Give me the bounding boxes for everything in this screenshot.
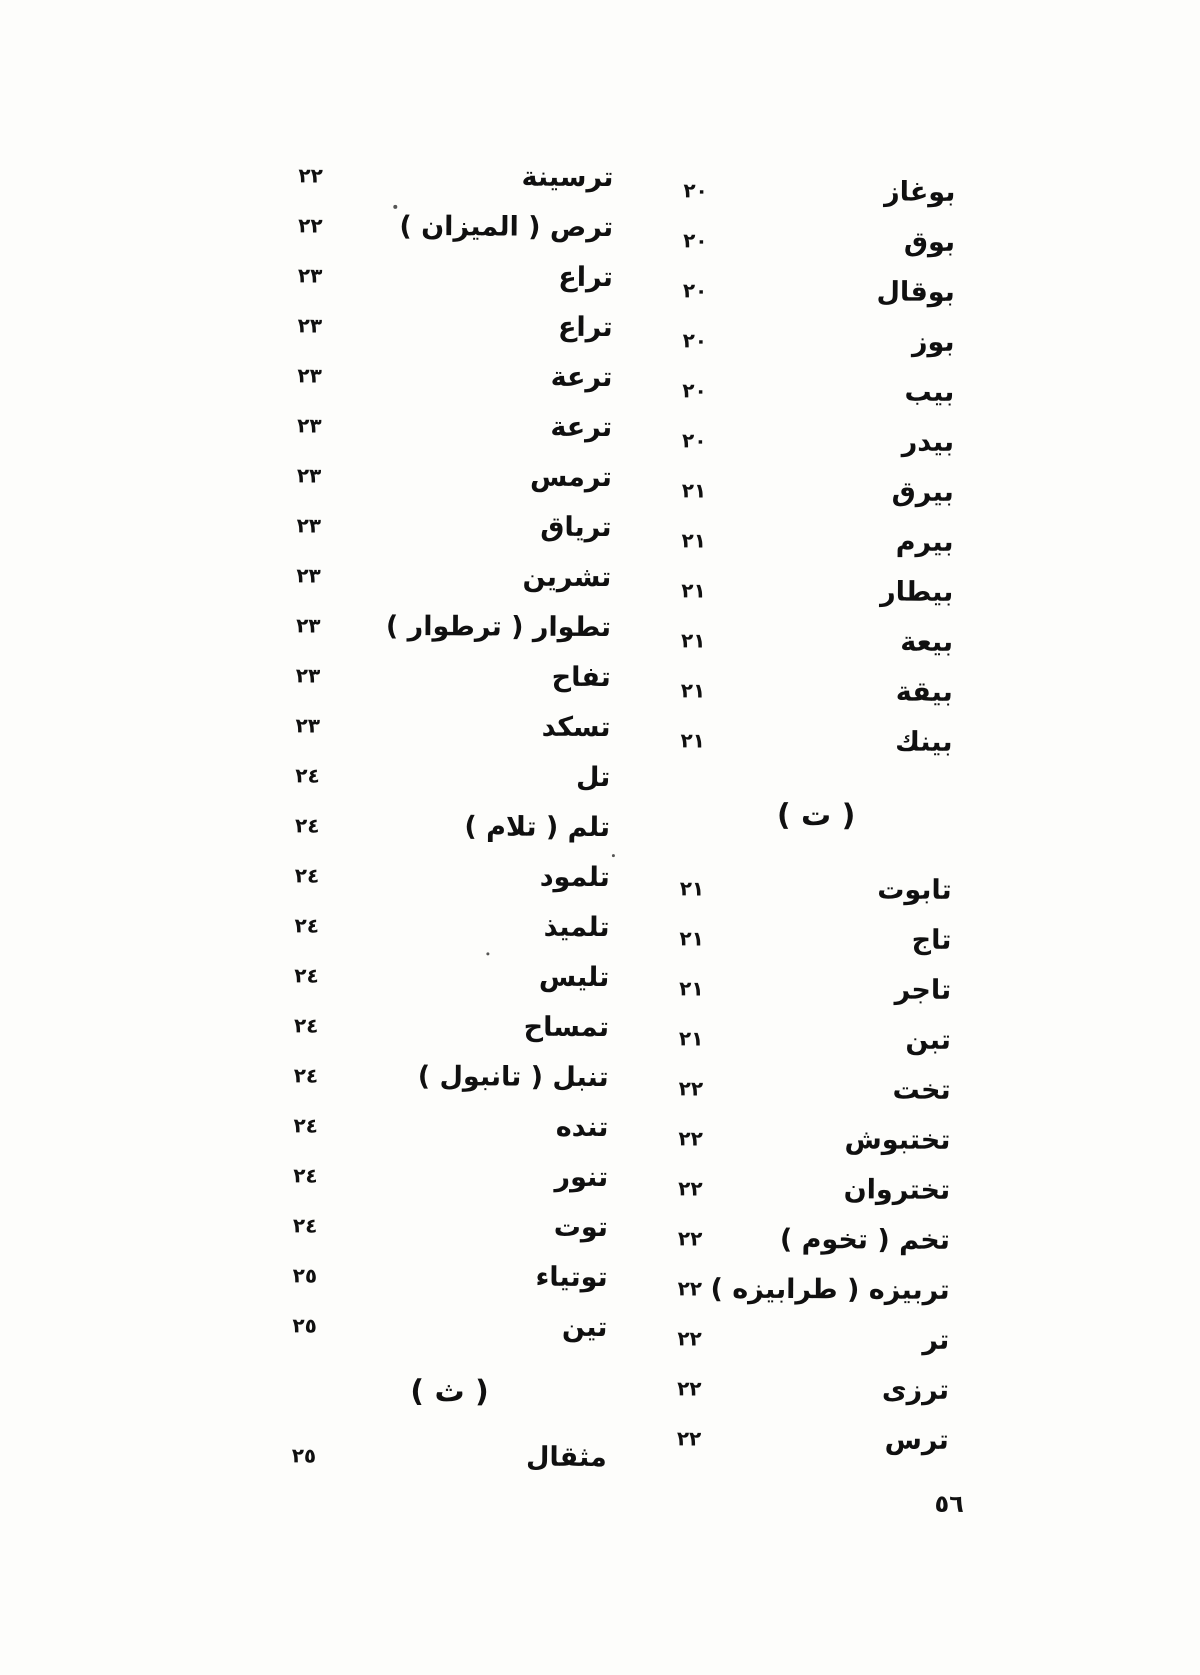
index-entry-row <box>680 863 952 914</box>
entry-page-number: ٢٢ <box>677 1276 703 1301</box>
entry-page-number: ٢٣ <box>296 563 321 588</box>
entry-word: تفاح <box>551 661 611 693</box>
entry-page-number: ٢٢ <box>678 1076 704 1101</box>
entry-page-number: ٢١ <box>681 528 707 553</box>
entry-page-number: ٢٣ <box>297 263 323 288</box>
index-entry-row <box>296 500 611 552</box>
entry-page-number: ٢٠ <box>683 228 708 253</box>
entry-word: تشرين <box>522 561 612 593</box>
entry-page-number: ٢٣ <box>297 313 323 338</box>
entry-word: توت <box>553 1211 609 1243</box>
scan-speck <box>486 952 489 955</box>
entry-page-number: ٢٢ <box>677 1326 702 1351</box>
entry-page-number: ٢٣ <box>297 413 322 438</box>
index-entry-row <box>298 200 613 252</box>
entry-word: بيدر <box>901 426 955 458</box>
entry-page-number: ٢١ <box>680 678 706 703</box>
index-entry-row <box>295 800 610 852</box>
index-entry-row <box>681 665 953 716</box>
entry-word: بيرق <box>891 476 954 508</box>
index-entry-row <box>298 150 613 202</box>
entry-page-number: ٢١ <box>681 478 707 503</box>
index-entry-row <box>679 963 951 1014</box>
entry-word: تراع <box>558 261 614 293</box>
entry-page-number: ٢١ <box>678 1026 704 1051</box>
index-entry-row <box>682 315 954 366</box>
entry-page-number: ٢٠ <box>682 328 708 353</box>
entry-page-number: ٢٢ <box>298 163 323 188</box>
page-number: ٥٦ <box>934 1489 964 1518</box>
entry-word: تخم ( تخوم ) <box>779 1223 950 1256</box>
entry-page-number: ٢١ <box>679 876 705 901</box>
entry-page-number: ٢٥ <box>291 1443 317 1468</box>
entry-word: بيعة <box>900 626 954 658</box>
entry-page-number: ٢١ <box>679 976 704 1001</box>
index-entry-row <box>294 1000 609 1052</box>
index-entry-row <box>683 265 955 316</box>
entry-page-number: ٢٤ <box>293 1163 318 1188</box>
index-entry-row <box>678 1113 950 1164</box>
entry-word: ترمس <box>529 461 612 493</box>
entry-page-number: ٢٤ <box>294 863 320 888</box>
entry-word: بوغاز <box>884 175 956 208</box>
entry-page-number: ٢٠ <box>682 378 707 403</box>
entry-word: تختروان <box>843 1173 951 1206</box>
entry-word: تليس <box>538 961 610 993</box>
entry-page-number: ٢٢ <box>677 1376 702 1401</box>
entry-word: بوز <box>911 326 955 358</box>
index-entry-row <box>679 1013 951 1064</box>
entry-word: ترزى <box>881 1373 950 1406</box>
scan-speck <box>393 205 397 209</box>
entry-word: بوقال <box>876 275 955 308</box>
entry-word: تلمود <box>539 861 610 893</box>
index-entry-row <box>681 615 953 666</box>
entry-page-number: ٢٥ <box>292 1313 317 1338</box>
entry-page-number: ٢٣ <box>296 463 322 488</box>
index-entry-row <box>296 600 611 652</box>
entry-word: تل <box>575 761 611 793</box>
entry-word: توتياء <box>535 1261 608 1293</box>
index-entry-row <box>295 750 610 802</box>
entry-word: تاجر <box>894 974 952 1006</box>
section-header: ( ت ) <box>776 797 856 833</box>
index-entry-row <box>293 1200 608 1252</box>
index-entry-row <box>293 1150 608 1202</box>
index-entry-row <box>293 1250 608 1302</box>
entry-page-number: ٢٣ <box>296 513 322 538</box>
entry-word: ترس <box>884 1423 949 1456</box>
entry-page-number: ٢٣ <box>295 713 321 738</box>
entry-page-number: ٢٠ <box>682 278 708 303</box>
entry-word: ترياق <box>540 511 612 543</box>
entry-page-number: ٢١ <box>680 728 705 753</box>
index-entry-row <box>683 215 955 266</box>
entry-word: تبن <box>905 1024 952 1056</box>
entry-page-number: ٢٣ <box>297 363 322 388</box>
entry-word: ترعة <box>550 361 613 393</box>
entry-word: تربيزه ( طرابيزه ) <box>710 1273 950 1306</box>
entry-page-number: ٢٤ <box>294 813 320 838</box>
entry-page-number: ٢١ <box>679 926 704 951</box>
index-entry-row <box>298 300 613 352</box>
section-header: ( ث ) <box>410 1373 489 1409</box>
index-entry-row <box>294 1050 609 1102</box>
entry-word: تلم ( تلام ) <box>464 810 611 843</box>
entry-word: تسكد <box>541 711 611 743</box>
index-entry-row <box>680 715 952 766</box>
index-entry-row <box>677 1363 949 1414</box>
index-entry-row <box>292 1300 607 1352</box>
entry-word: تلميذ <box>543 911 610 943</box>
entry-word: بيب <box>904 376 955 408</box>
entry-word: بوق <box>903 226 956 258</box>
entry-page-number: ٢٤ <box>293 1013 319 1038</box>
entry-page-number: ٢٥ <box>292 1263 318 1288</box>
index-entry-row <box>682 365 954 416</box>
index-entry-row <box>677 1313 949 1364</box>
index-entry-row <box>678 1263 950 1314</box>
entry-page-number: ٢٠ <box>682 428 707 453</box>
index-entry-row <box>297 350 612 402</box>
entry-word: تمساح <box>523 1011 610 1043</box>
entry-word: تر <box>922 1324 950 1356</box>
index-entry-row <box>679 913 951 964</box>
index-entry-row <box>295 850 610 902</box>
index-entry-row <box>296 650 611 702</box>
index-entry-row <box>678 1213 950 1264</box>
entry-page-number: ٢٠ <box>683 178 708 203</box>
scan-speck <box>612 854 615 857</box>
entry-page-number: ٢١ <box>680 628 706 653</box>
entry-word: بيرم <box>895 526 954 558</box>
entry-page-number: ٢٢ <box>678 1126 703 1151</box>
entry-page-number: ٢٤ <box>293 1113 318 1138</box>
index-entry-row <box>293 1100 608 1152</box>
entry-page-number: ٢٤ <box>295 763 320 788</box>
entry-word: تطوار ( ترطوار ) <box>385 610 612 643</box>
entry-page-number: ٢٤ <box>294 963 319 988</box>
index-entry-row <box>294 950 609 1002</box>
index-entry-row <box>679 1063 951 1114</box>
index-column-right <box>677 165 956 1464</box>
entry-word: تاج <box>911 924 952 956</box>
entry-word: بيطار <box>880 575 954 608</box>
entry-word: تابوت <box>877 873 952 906</box>
entry-word: تختبوش <box>844 1123 951 1156</box>
entry-page-number: ٢٢ <box>298 213 323 238</box>
entry-page-number: ٢٤ <box>294 913 320 938</box>
index-entry-row <box>295 700 610 752</box>
entry-word: بيقة <box>895 676 953 708</box>
entry-word: تين <box>561 1311 608 1343</box>
index-entry-row <box>683 165 955 216</box>
index-entry-row <box>682 415 954 466</box>
index-entry-row <box>296 550 611 602</box>
entry-word: تنده <box>555 1111 609 1143</box>
index-entry-row <box>682 465 954 516</box>
entry-page-number: ٢٢ <box>677 1226 703 1251</box>
entry-page-number: ٢١ <box>681 578 706 603</box>
index-entry-row <box>678 1163 950 1214</box>
index-entry-row <box>677 1413 949 1464</box>
entry-word: تراع <box>557 311 613 343</box>
index-entry-row <box>681 515 953 566</box>
entry-word: تخت <box>892 1074 951 1106</box>
entry-word: تنور <box>554 1161 609 1193</box>
entry-word: ترسينة <box>521 161 614 193</box>
entry-page-number: ٢٣ <box>296 613 321 638</box>
index-entry-row <box>292 1430 607 1482</box>
index-entry-row <box>294 900 609 952</box>
entry-word: ترعة <box>550 411 613 443</box>
entry-word: ترص ( الميزان ) <box>399 210 614 243</box>
index-entry-row <box>297 400 612 452</box>
index-entry-row <box>297 450 612 502</box>
entry-page-number: ٢٣ <box>295 663 321 688</box>
entry-word: تنبل ( تانبول ) <box>417 1060 609 1093</box>
entry-page-number: ٢٤ <box>293 1063 319 1088</box>
index-column-left <box>292 150 614 1482</box>
entry-word: مثقال <box>525 1441 607 1473</box>
index-entry-row <box>298 250 613 302</box>
entry-page-number: ٢٢ <box>676 1426 702 1451</box>
entry-word: بينك <box>895 726 953 758</box>
entry-page-number: ٢٢ <box>678 1176 703 1201</box>
entry-page-number: ٢٤ <box>292 1213 318 1238</box>
index-entry-row <box>681 565 953 616</box>
